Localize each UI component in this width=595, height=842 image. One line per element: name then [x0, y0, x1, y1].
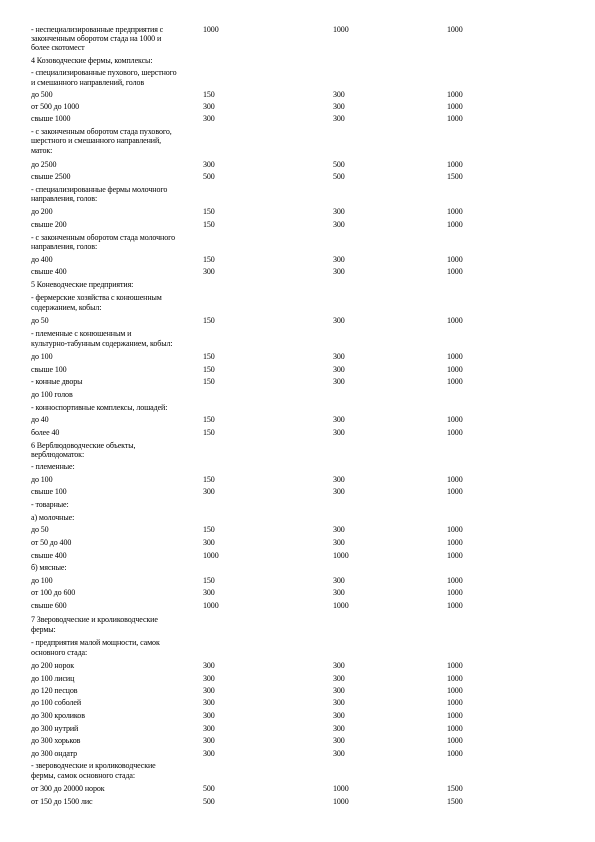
value-col-2: 300 — [333, 686, 345, 695]
value-col-3: 1000 — [447, 220, 463, 229]
value-col-1: 1000 — [203, 551, 219, 560]
table-row — [0, 735, 595, 746]
value-col-2: 1000 — [333, 601, 349, 610]
value-col-2: 300 — [333, 538, 345, 547]
value-col-3: 1000 — [447, 711, 463, 720]
row-label: до 300 кроликов — [31, 711, 85, 720]
row-label: законченным оборотом стада на 1000 и — [31, 34, 162, 43]
value-col-2: 300 — [333, 352, 345, 361]
value-col-3: 1500 — [447, 797, 463, 806]
table-row — [0, 402, 595, 413]
value-col-3: 1000 — [447, 90, 463, 99]
table-row — [0, 241, 595, 252]
table-row — [0, 159, 595, 170]
row-label: до 2500 — [31, 160, 57, 169]
row-label: - специализированные фермы молочного — [31, 185, 168, 194]
value-col-3: 1000 — [447, 428, 463, 437]
row-label: - конные дворы — [31, 377, 83, 386]
value-col-2: 300 — [333, 724, 345, 733]
value-col-3: 1000 — [447, 749, 463, 758]
table-row — [0, 145, 595, 156]
table-row — [0, 364, 595, 375]
table-row — [0, 697, 595, 708]
table-row — [0, 302, 595, 313]
value-col-3: 1000 — [447, 475, 463, 484]
value-col-1: 500 — [203, 784, 215, 793]
value-col-3: 1000 — [447, 551, 463, 560]
value-col-2: 300 — [333, 316, 345, 325]
row-label: а) молочные: — [31, 513, 75, 522]
value-col-1: 150 — [203, 352, 215, 361]
value-col-1: 300 — [203, 114, 215, 123]
table-row — [0, 783, 595, 794]
row-label: до 100 лисиц — [31, 674, 75, 683]
value-col-1: 1000 — [203, 25, 219, 34]
value-col-3: 1000 — [447, 674, 463, 683]
table-row — [0, 171, 595, 182]
value-col-2: 300 — [333, 207, 345, 216]
table-row — [0, 685, 595, 696]
table-row — [0, 562, 595, 573]
table-row — [0, 537, 595, 548]
row-label: до 100 голов — [31, 390, 73, 399]
table-row — [0, 77, 595, 88]
row-label: свыше 100 — [31, 487, 67, 496]
row-label: свыше 200 — [31, 220, 67, 229]
row-label: более 40 — [31, 428, 60, 437]
table-row — [0, 499, 595, 510]
value-col-3: 1000 — [447, 415, 463, 424]
table-row — [0, 796, 595, 807]
value-col-1: 500 — [203, 797, 215, 806]
value-col-2: 500 — [333, 160, 345, 169]
value-col-3: 1000 — [447, 207, 463, 216]
row-label: маток: — [31, 146, 53, 155]
value-col-3: 1000 — [447, 487, 463, 496]
value-col-1: 150 — [203, 316, 215, 325]
table-row — [0, 113, 595, 124]
value-col-1: 300 — [203, 674, 215, 683]
value-col-1: 300 — [203, 686, 215, 695]
table-row — [0, 338, 595, 349]
value-col-3: 1000 — [447, 724, 463, 733]
value-col-2: 300 — [333, 525, 345, 534]
value-col-1: 1000 — [203, 601, 219, 610]
value-col-3: 1500 — [447, 784, 463, 793]
table-row — [0, 600, 595, 611]
row-label: свыше 400 — [31, 267, 67, 276]
value-col-2: 300 — [333, 220, 345, 229]
value-col-1: 300 — [203, 698, 215, 707]
row-label: - предприятия малой мощности, самок — [31, 638, 160, 647]
value-col-1: 150 — [203, 475, 215, 484]
row-label: до 500 — [31, 90, 53, 99]
row-label: свыше 600 — [31, 601, 67, 610]
row-label: шерстного и смешанного направлений, — [31, 136, 162, 145]
row-label: - племенные с конюшенным и — [31, 329, 132, 338]
value-col-1: 150 — [203, 90, 215, 99]
row-label: до 200 норок — [31, 661, 75, 670]
row-label: - звероводческие и кролиководческие — [31, 761, 156, 770]
value-col-2: 300 — [333, 102, 345, 111]
row-label: фермы: — [31, 625, 56, 634]
table-row — [0, 89, 595, 100]
row-label: свыше 1000 — [31, 114, 71, 123]
row-label: от 300 до 20000 норок — [31, 784, 105, 793]
value-col-1: 150 — [203, 255, 215, 264]
value-col-3: 1000 — [447, 525, 463, 534]
value-col-1: 300 — [203, 588, 215, 597]
value-col-1: 150 — [203, 377, 215, 386]
value-col-3: 1000 — [447, 538, 463, 547]
value-col-3: 1000 — [447, 102, 463, 111]
row-label: свыше 100 — [31, 365, 67, 374]
table-row — [0, 389, 595, 400]
value-col-2: 300 — [333, 674, 345, 683]
value-col-1: 150 — [203, 428, 215, 437]
value-col-1: 300 — [203, 724, 215, 733]
table-row — [0, 748, 595, 759]
value-col-3: 1000 — [447, 698, 463, 707]
value-col-2: 300 — [333, 415, 345, 424]
row-label: до 50 — [31, 525, 49, 534]
row-label: от 50 до 400 — [31, 538, 72, 547]
row-label: 4 Козоводческие фермы, комплексы: — [31, 56, 153, 65]
value-col-1: 300 — [203, 487, 215, 496]
value-col-2: 500 — [333, 172, 345, 181]
value-col-1: 150 — [203, 365, 215, 374]
value-col-1: 150 — [203, 576, 215, 585]
value-col-1: 300 — [203, 160, 215, 169]
value-col-3: 1000 — [447, 377, 463, 386]
table-row — [0, 42, 595, 53]
row-label: фермы, самок основного стада: — [31, 771, 136, 780]
row-label: от 150 до 1500 лис — [31, 797, 93, 806]
value-col-2: 300 — [333, 736, 345, 745]
row-label: - специализированные пухового, шерстного — [31, 68, 177, 77]
row-label: до 100 — [31, 475, 53, 484]
value-col-1: 300 — [203, 711, 215, 720]
table-row — [0, 673, 595, 684]
value-col-2: 300 — [333, 711, 345, 720]
row-label: до 300 ондатр — [31, 749, 78, 758]
table-row — [0, 624, 595, 635]
row-label: до 100 — [31, 352, 53, 361]
value-col-2: 300 — [333, 661, 345, 670]
value-col-2: 300 — [333, 90, 345, 99]
table-row — [0, 710, 595, 721]
row-label: - фермерские хозяйства с конюшенным — [31, 293, 162, 302]
row-label: до 100 — [31, 576, 53, 585]
row-label: - племенные: — [31, 462, 75, 471]
row-label: от 500 до 1000 — [31, 102, 80, 111]
value-col-1: 150 — [203, 207, 215, 216]
row-label: до 100 соболей — [31, 698, 82, 707]
value-col-2: 1000 — [333, 797, 349, 806]
row-label: - конноспортивные комплексы, лошадей: — [31, 403, 168, 412]
value-col-2: 1000 — [333, 551, 349, 560]
table-row — [0, 315, 595, 326]
row-label: 7 Звероводческие и кролиководческие — [31, 615, 158, 624]
value-col-1: 300 — [203, 538, 215, 547]
table-row — [0, 254, 595, 265]
row-label: и смешанного направлений, голов — [31, 78, 145, 87]
value-col-2: 300 — [333, 487, 345, 496]
value-col-2: 300 — [333, 114, 345, 123]
row-label: до 400 — [31, 255, 53, 264]
value-col-3: 1000 — [447, 267, 463, 276]
value-col-1: 300 — [203, 736, 215, 745]
row-label: до 40 — [31, 415, 49, 424]
value-col-3: 1000 — [447, 352, 463, 361]
value-col-3: 1000 — [447, 661, 463, 670]
value-col-3: 1000 — [447, 576, 463, 585]
row-label: до 200 — [31, 207, 53, 216]
row-label: - с законченным оборотом стада молочного — [31, 233, 175, 242]
value-col-3: 1500 — [447, 172, 463, 181]
row-label: от 100 до 600 — [31, 588, 76, 597]
table-row — [0, 266, 595, 277]
value-col-2: 300 — [333, 698, 345, 707]
row-label: до 300 нутрий — [31, 724, 79, 733]
value-col-3: 1000 — [447, 255, 463, 264]
table-row — [0, 206, 595, 217]
value-col-3: 1000 — [447, 316, 463, 325]
table-row — [0, 414, 595, 425]
row-label: свыше 400 — [31, 551, 67, 560]
table-row — [0, 474, 595, 485]
table-row — [0, 660, 595, 671]
row-label: - неспециализированные предприятия с — [31, 25, 164, 34]
value-col-2: 1000 — [333, 25, 349, 34]
row-label: верблюдоматок: — [31, 450, 85, 459]
row-label: - с законченным оборотом стада пухового, — [31, 127, 172, 136]
table-row — [0, 461, 595, 472]
table-row — [0, 193, 595, 204]
value-col-3: 1000 — [447, 588, 463, 597]
value-col-1: 300 — [203, 102, 215, 111]
value-col-3: 1000 — [447, 686, 463, 695]
row-label: б) мясные: — [31, 563, 67, 572]
row-label: до 300 хорьков — [31, 736, 81, 745]
value-col-3: 1000 — [447, 365, 463, 374]
value-col-3: 1000 — [447, 25, 463, 34]
value-col-2: 300 — [333, 255, 345, 264]
table-row — [0, 55, 595, 66]
row-label: направления, голов: — [31, 194, 98, 203]
value-col-2: 1000 — [333, 784, 349, 793]
value-col-2: 300 — [333, 576, 345, 585]
value-col-1: 150 — [203, 415, 215, 424]
row-label: содержанием, кобыл: — [31, 303, 102, 312]
table-row — [0, 723, 595, 734]
row-label: свыше 2500 — [31, 172, 71, 181]
value-col-1: 300 — [203, 267, 215, 276]
row-label: до 120 песцов — [31, 686, 78, 695]
table-row — [0, 219, 595, 230]
value-col-3: 1000 — [447, 114, 463, 123]
value-col-1: 150 — [203, 525, 215, 534]
value-col-2: 300 — [333, 749, 345, 758]
table-row — [0, 101, 595, 112]
row-label: основного стада: — [31, 648, 88, 657]
value-col-1: 300 — [203, 661, 215, 670]
row-label: - товарные: — [31, 500, 69, 509]
row-label: 6 Верблюдоводческие объекты, — [31, 441, 136, 450]
table-row — [0, 427, 595, 438]
value-col-2: 300 — [333, 475, 345, 484]
row-label: направления, голов: — [31, 242, 98, 251]
value-col-2: 300 — [333, 588, 345, 597]
value-col-2: 300 — [333, 428, 345, 437]
row-label: более скотомест — [31, 43, 85, 52]
table-row — [0, 279, 595, 290]
value-col-3: 1000 — [447, 736, 463, 745]
value-col-1: 150 — [203, 220, 215, 229]
table-row — [0, 575, 595, 586]
value-col-3: 1000 — [447, 160, 463, 169]
row-label: 5 Коневодческие предприятия: — [31, 280, 134, 289]
table-row — [0, 486, 595, 497]
table-row — [0, 550, 595, 561]
table-row — [0, 647, 595, 658]
table-row — [0, 770, 595, 781]
value-col-2: 300 — [333, 267, 345, 276]
table-row — [0, 449, 595, 460]
row-label: до 50 — [31, 316, 49, 325]
value-col-2: 300 — [333, 377, 345, 386]
value-col-3: 1000 — [447, 601, 463, 610]
table-row — [0, 512, 595, 523]
value-col-2: 300 — [333, 365, 345, 374]
table-row — [0, 587, 595, 598]
table-row — [0, 524, 595, 535]
value-col-1: 300 — [203, 749, 215, 758]
row-label: культурно-табунным содержанием, кобыл: — [31, 339, 173, 348]
value-col-1: 500 — [203, 172, 215, 181]
table-row — [0, 351, 595, 362]
table-row — [0, 376, 595, 387]
